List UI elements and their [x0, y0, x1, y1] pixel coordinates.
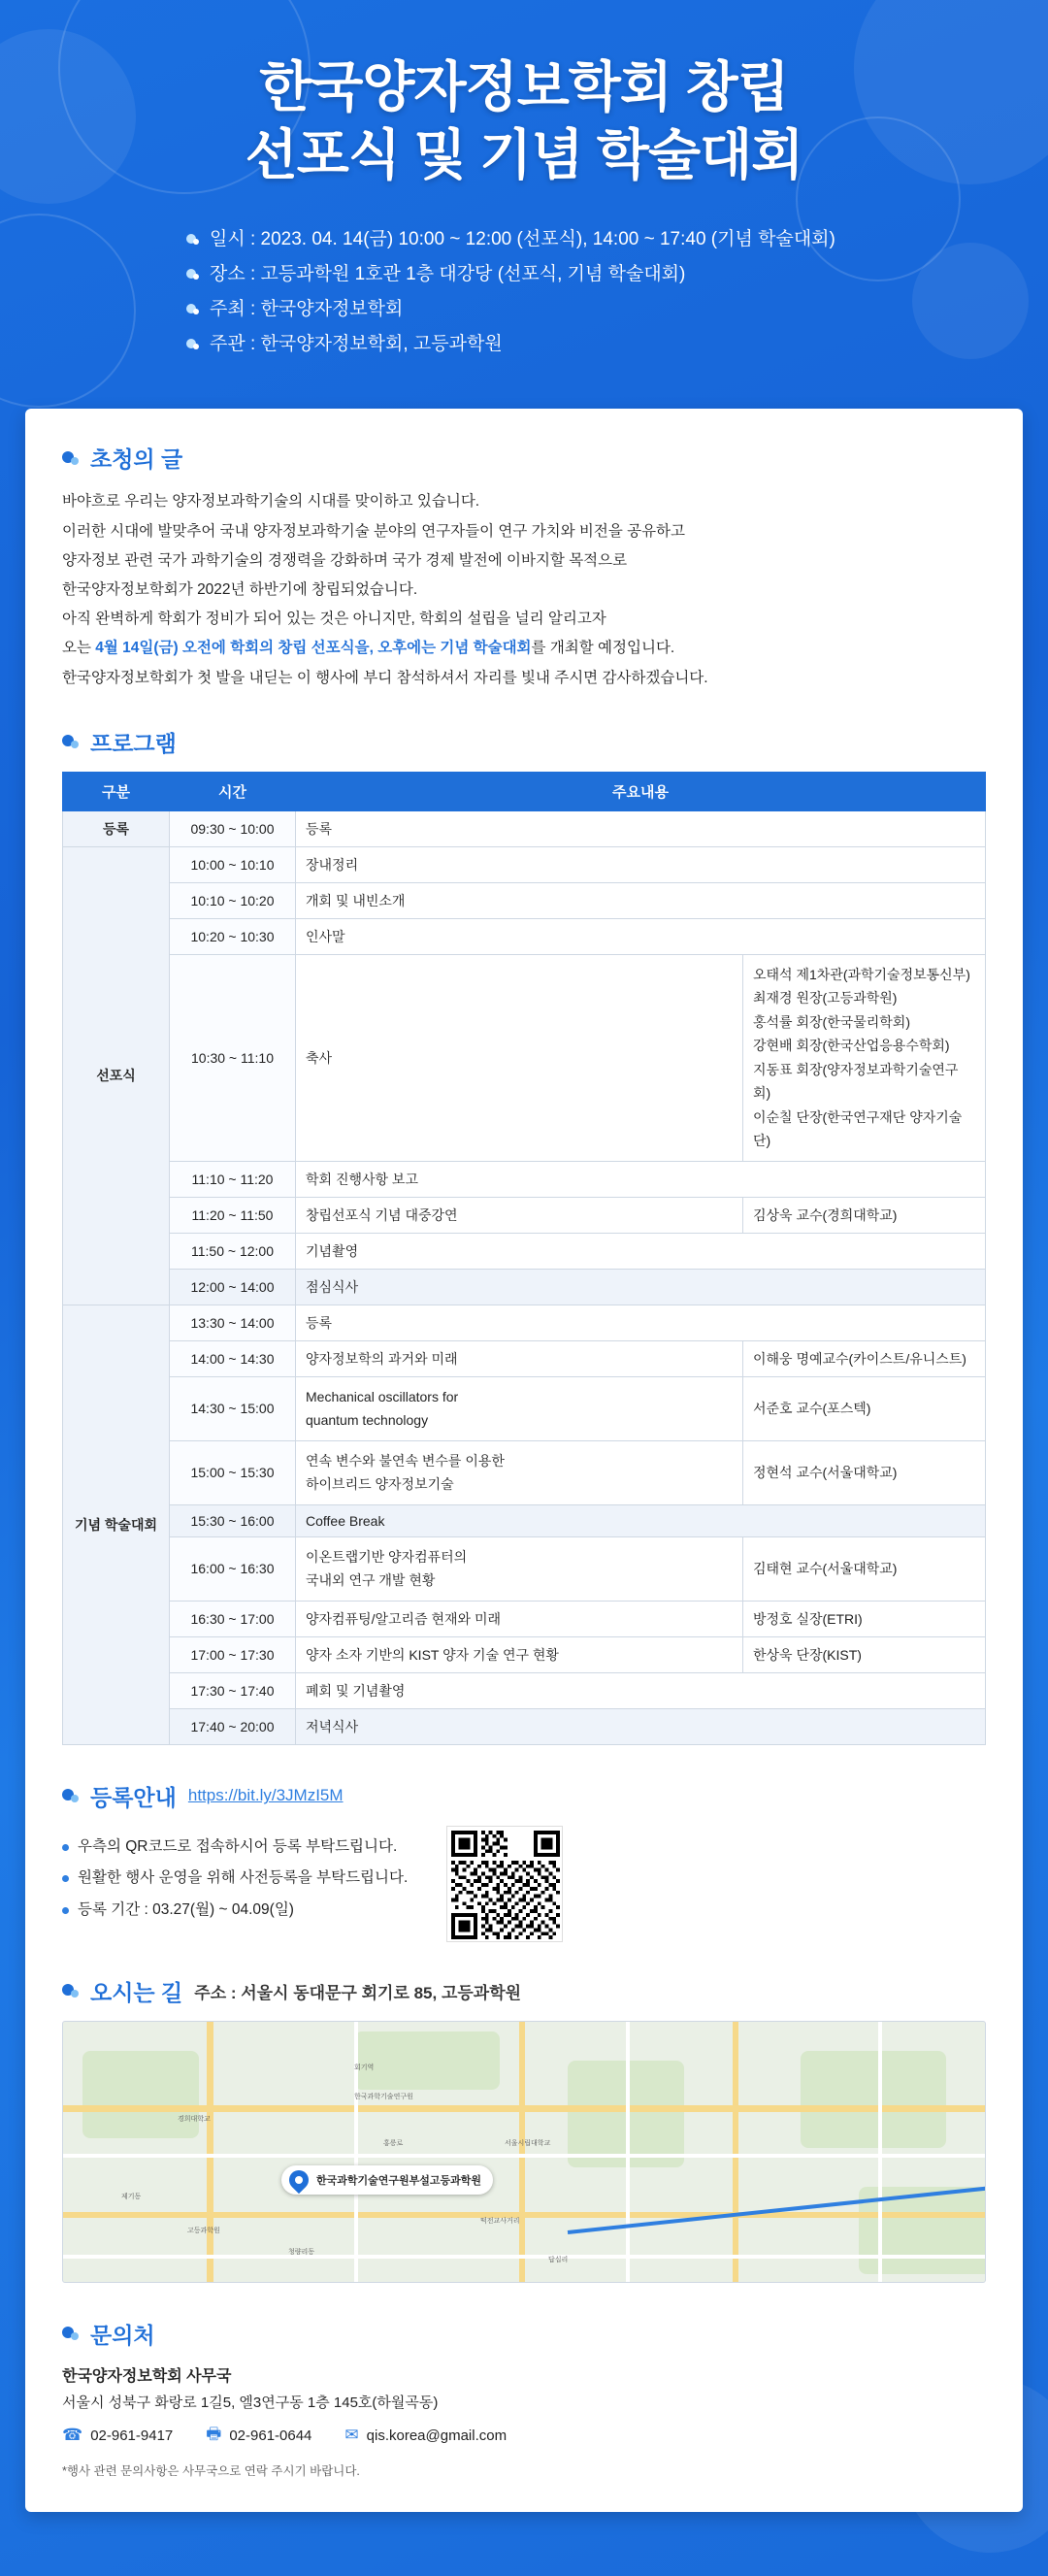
table-row: [63, 1536, 986, 1601]
greeting-line: 이러한 시대에 발맞추어 국내 양자정보과학기술 분야의 연구자들이 연구 가치와 비전을 공유하고: [62, 522, 685, 540]
cell-content: 폐회 및 기념촬영: [296, 1672, 986, 1708]
greeting-line: 양자정보 관련 국가 과학기술의 경쟁력을 강화하며 국가 경제 발전에 이바지할 목적으로: [62, 551, 628, 569]
cell-content: 저녁식사: [296, 1708, 986, 1744]
map-pin[interactable]: [281, 2165, 493, 2195]
table-row: [63, 1601, 986, 1636]
contact-phone: [62, 2426, 173, 2445]
cell-content: 학회 진행사항 보고: [296, 1161, 986, 1197]
map-label: 고등과학원: [187, 2227, 220, 2234]
map-road-minor: [63, 2154, 986, 2158]
mail-icon: ✉: [344, 2426, 359, 2445]
map-road: [519, 2022, 525, 2283]
contact-email[interactable]: [344, 2426, 507, 2445]
bullet-dot-icon: [184, 267, 200, 282]
fax-icon: 🖶: [206, 2424, 222, 2443]
greeting-line: 바야흐로 우리는 양자정보과학기술의 시대를 맞이하고 있습니다.: [62, 493, 480, 511]
map-label: 청량리동: [288, 2248, 315, 2256]
col-header-category: 구분: [63, 772, 170, 810]
registration-link[interactable]: https://bit.ly/3JMzI5M: [187, 1786, 344, 1805]
cell-speaker: 김상욱 교수(경희대학교): [743, 1197, 986, 1233]
greeting-highlight-suffix: 를 개최할 예정입니다.: [531, 640, 675, 657]
table-row: [63, 1161, 986, 1197]
map-road: [207, 2022, 213, 2283]
table-row: [63, 1376, 986, 1440]
map-green-area: [801, 2051, 946, 2148]
table-row: [63, 1504, 986, 1536]
greeting-highlight-line: [62, 634, 986, 663]
cell-time: 13:30 ~ 14:00: [170, 1305, 296, 1340]
table-row: [63, 846, 986, 882]
table-row: [63, 1305, 986, 1340]
col-header-content: 주요내용: [296, 772, 986, 810]
contact-fax-text: 02-961-0644: [229, 2427, 312, 2444]
cell-content: 등록: [296, 810, 986, 846]
table-row: [63, 954, 986, 1161]
contact-email-text: qis.korea@gmail.com: [366, 2427, 508, 2444]
qr-code-svg: [451, 1831, 560, 1939]
bullet-dot-icon: [184, 302, 200, 317]
event-info-text: 일시 : 2023. 04. 14(금) 10:00 ~ 12:00 (선포식), 14:00 ~ 17:40 (기념 학술대회): [210, 229, 835, 249]
cell-time: 17:00 ~ 17:30: [170, 1636, 296, 1672]
contact-section-header: [62, 2318, 986, 2350]
cell-content: 기념촬영: [296, 1233, 986, 1269]
cell-time: 14:00 ~ 14:30: [170, 1340, 296, 1376]
contact-note: *행사 관련 문의사항은 사무국으로 연락 주시기 바랍니다.: [62, 2463, 360, 2478]
cell-content: 창립선포식 기념 대중강연: [296, 1197, 743, 1233]
event-info-item: [184, 257, 864, 292]
cell-time: 10:10 ~ 10:20: [170, 882, 296, 918]
greeting-line: 한국양자정보학회가 2022년 하반기에 창립되었습니다.: [62, 581, 418, 599]
cell-time: 16:30 ~ 17:00: [170, 1601, 296, 1636]
map-label: 답십리: [548, 2256, 569, 2263]
cell-content: 축사: [296, 954, 743, 1161]
registration-list: [62, 1832, 408, 1927]
greeting-line: 아직 완벽하게 학회가 정비가 되어 있는 것은 아니지만, 학회의 설립을 널리 알리고자: [62, 611, 606, 628]
cell-content: 양자 소자 기반의 KIST 양자 기술 연구 현황: [296, 1636, 743, 1672]
table-row: [63, 1440, 986, 1504]
directions-title: 오시는 길: [90, 1979, 183, 2005]
registration-section-header: [62, 1780, 986, 1812]
section-bullet-icon: [62, 1786, 82, 1805]
cell-time: 10:20 ~ 10:30: [170, 918, 296, 954]
table-row: [63, 1636, 986, 1672]
map-label: 떡전교사거리: [480, 2217, 520, 2225]
cell-category: 등록: [63, 810, 170, 846]
section-bullet-icon: [62, 1981, 82, 2000]
cell-time: 17:30 ~ 17:40: [170, 1672, 296, 1708]
cell-content: 양자컴퓨팅/알고리즘 현재와 미래: [296, 1601, 743, 1636]
cell-time: 10:30 ~ 11:10: [170, 954, 296, 1161]
registration-item-text: 우측의 QR코드로 접속하시어 등록 부탁드립니다.: [78, 1837, 398, 1855]
event-info-text: 주관 : 한국양자정보학회, 고등과학원: [210, 334, 503, 355]
cell-content: 이온트랩기반 양자컴퓨터의 국내외 연구 개발 현황: [296, 1536, 743, 1601]
map-label: 경희대학교: [178, 2115, 211, 2123]
directions-address: 주소 : 서울시 동대문구 회기로 85, 고등과학원: [194, 1983, 522, 2002]
event-info-list: [184, 222, 864, 362]
cell-speaker: 한상욱 단장(KIST): [743, 1636, 986, 1672]
cell-category: 선포식: [63, 846, 170, 1305]
cell-content: 개회 및 내빈소개: [296, 882, 986, 918]
greeting-line: 한국양자정보학회가 첫 발을 내딛는 이 행사에 부디 참석하셔서 자리를 빛내 주시면 감사하겠습니다.: [62, 669, 708, 686]
cell-content: 점심식사: [296, 1269, 986, 1305]
cell-category: 기념 학술대회: [63, 1305, 170, 1744]
table-row: [63, 1672, 986, 1708]
cell-time: 11:20 ~ 11:50: [170, 1197, 296, 1233]
bullet-icon: [62, 1844, 69, 1851]
contact-phone-text: 02-961-9417: [90, 2427, 174, 2444]
cell-content: 장내정리: [296, 846, 986, 882]
section-bullet-icon: [62, 732, 82, 751]
map-road-minor: [878, 2022, 882, 2283]
table-row: [63, 882, 986, 918]
cell-time: 10:00 ~ 10:10: [170, 846, 296, 882]
registration-title: 등록안내: [90, 1784, 177, 1810]
cell-speaker: 정현석 교수(서울대학교): [743, 1440, 986, 1504]
registration-item-text: 등록 기간 : 03.27(월) ~ 04.09(일): [78, 1901, 294, 1918]
cell-time: 14:30 ~ 15:00: [170, 1376, 296, 1440]
contact-fax: [206, 2422, 311, 2450]
bullet-dot-icon: [184, 337, 200, 352]
table-row: [63, 1269, 986, 1305]
map-pin-label: 한국과학기술연구원부설고등과학원: [316, 2174, 482, 2187]
map-pin-icon: [285, 2166, 312, 2194]
cell-speaker: 방정호 실장(ETRI): [743, 1601, 986, 1636]
table-row: [63, 918, 986, 954]
directions-section-header: [62, 1975, 986, 2007]
map-road-minor: [63, 2255, 986, 2259]
page-title-line2: 선포식 및 기념 학술대회: [245, 124, 803, 185]
greeting-title: 초청의 글: [90, 446, 183, 473]
phone-icon: ☎: [62, 2426, 83, 2445]
map-label: 홍릉로: [383, 2139, 404, 2147]
program-section-header: [62, 726, 986, 758]
program-table: [62, 772, 986, 1745]
page-title-line1: 한국양자정보학회 창립: [259, 56, 789, 117]
map-road: [733, 2022, 738, 2283]
cell-content: Coffee Break: [296, 1504, 986, 1536]
cell-speaker: 이해웅 명예교수(카이스트/유니스트): [743, 1340, 986, 1376]
cell-time: 09:30 ~ 10:00: [170, 810, 296, 846]
map-label: 제기동: [121, 2193, 142, 2200]
bullet-icon: [62, 1875, 69, 1882]
contact-title: 문의처: [90, 2322, 155, 2348]
table-row: [63, 1708, 986, 1744]
contact-org: 한국양자정보학회 사무국: [62, 2367, 232, 2385]
list-item: [62, 1832, 408, 1864]
cell-content: 양자정보학의 과거와 미래: [296, 1340, 743, 1376]
col-header-time: 시간: [170, 772, 296, 810]
event-info-text: 장소 : 고등과학원 1호관 1층 대강당 (선포식, 기념 학술대회): [210, 264, 686, 285]
table-row: [63, 1340, 986, 1376]
greeting-section-header: [62, 442, 986, 474]
greeting-highlight-prefix: 오는: [62, 640, 96, 657]
table-row: [63, 810, 986, 846]
table-header-row: [63, 772, 986, 810]
content-card: [25, 409, 1023, 2512]
qr-code-icon[interactable]: [446, 1826, 563, 1942]
event-info-item: [184, 327, 864, 362]
map-green-area: [354, 2031, 500, 2090]
cell-content: 등록: [296, 1305, 986, 1340]
program-table-body: [63, 810, 986, 1744]
bullet-dot-icon: [184, 232, 200, 248]
map-label: 서울시립대학교: [505, 2139, 551, 2147]
cell-speaker: 김태현 교수(서울대학교): [743, 1536, 986, 1601]
map-label: 회기역: [354, 2064, 375, 2071]
program-table-head: [63, 772, 986, 810]
map-green-area: [82, 2051, 199, 2138]
registration-item-text: 원활한 행사 운영을 위해 사전등록을 부탁드립니다.: [78, 1869, 409, 1887]
cell-time: 15:00 ~ 15:30: [170, 1440, 296, 1504]
cell-time: 15:30 ~ 16:00: [170, 1504, 296, 1536]
cell-speaker: 서준호 교수(포스텍): [743, 1376, 986, 1440]
table-row: [63, 1233, 986, 1269]
cell-content: 연속 변수와 불연속 변수를 이용한 하이브리드 양자정보기술: [296, 1440, 743, 1504]
contact-row: [62, 2422, 986, 2450]
section-bullet-icon: [62, 448, 82, 468]
greeting-highlight: 4월 14일(금) 오전에 학회의 창립 선포식을, 오후에는 기념 학술대회: [95, 640, 532, 657]
section-bullet-icon: [62, 2324, 82, 2343]
program-table-wrap: [62, 772, 986, 1745]
table-row: [63, 1197, 986, 1233]
event-info-text: 주최 : 한국양자정보학회: [210, 299, 404, 320]
cell-time: 16:00 ~ 16:30: [170, 1536, 296, 1601]
list-item: [62, 1863, 408, 1895]
poster-header: [0, 0, 1048, 391]
bullet-icon: [62, 1907, 69, 1914]
contact-address: 서울시 성북구 화랑로 1길5, 엘3연구동 1층 145호(하월곡동): [62, 2394, 439, 2411]
cell-time: 17:40 ~ 20:00: [170, 1708, 296, 1744]
cell-time: 12:00 ~ 14:00: [170, 1269, 296, 1305]
map-label: 한국과학기술연구원: [354, 2093, 413, 2100]
program-title: 프로그램: [90, 730, 177, 756]
registration-body: [62, 1826, 986, 1942]
list-item: [62, 1895, 408, 1927]
greeting-body: [62, 487, 986, 693]
cell-time: 11:10 ~ 11:20: [170, 1161, 296, 1197]
event-info-item: [184, 292, 864, 327]
location-map[interactable]: [62, 2021, 986, 2283]
cell-content: Mechanical oscillators for quantum technology: [296, 1376, 743, 1440]
map-road-minor: [626, 2022, 630, 2283]
event-info-item: [184, 222, 864, 257]
cell-content: 인사말: [296, 918, 986, 954]
cell-speaker: 오태석 제1차관(과학기술정보통신부) 최재경 원장(고등과학원) 홍석률 회장(한국물리학회) 강현배 회장(한국산업응용수학회) 지동표 회장(양자정보과학기술연구회) 이순칠 단장(한국연구재단 양자기술단): [743, 954, 986, 1161]
map-road-minor: [354, 2022, 358, 2283]
cell-time: 11:50 ~ 12:00: [170, 1233, 296, 1269]
